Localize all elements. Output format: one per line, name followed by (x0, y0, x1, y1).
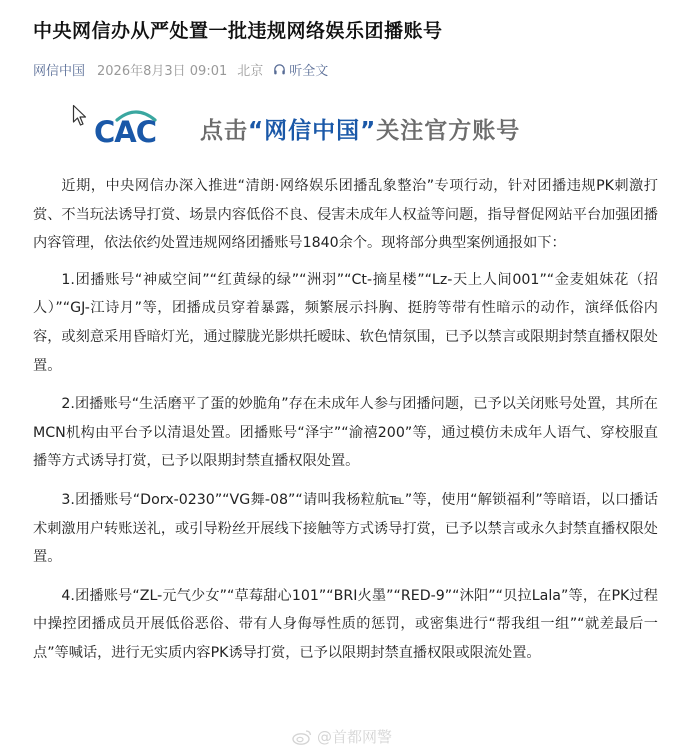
watermark-text: @首都网警 (317, 728, 393, 746)
mouse-cursor-icon (72, 104, 88, 128)
paragraph-case-2: 2.团播账号“生活磨平了蛋的妙脆角”存在未成年人参与团播问题，已予以关闭账号处置，其所在MCN机构由平台予以清退处置。团播账号“泽宇”“渝禧200”等，通过模仿未成年人语气、穿校服直播等方式诱导打赏，已予以限期封禁直播权限处置。 (33, 396, 658, 470)
article-body (33, 172, 658, 678)
paragraph-case-1: 1.团播账号“神威空间”“红黄绿的绿”“洲羽”“Ct-摘星楼”“Lz-天上人间001”“金麦姐妹花（招人）”“GJ-江诗月”等，团播成员穿着暴露，频繁展示抖胸、挺胯等带有性暗示的动作，演绎低俗内容，或刻意采用昏暗灯光，通过朦胧光影烘托暧昧、软色情氛围，已予以禁言或限期封禁直播权限处置。 (33, 271, 658, 374)
article-title: 中央网信办从严处置一批违规网络娱乐团播账号 (33, 20, 443, 42)
publish-date: 2026年8月3日 09:01 (97, 63, 228, 79)
listen-full-text-button[interactable] (273, 60, 328, 79)
banner-text-suffix: 关注官方账号 (376, 118, 521, 144)
listen-label: 听全文 (289, 63, 329, 79)
paragraph-case-3: 3.团播账号“Dorx-0230”“VG舞-08”“请叫我杨粒航℡”等，使用“解锁福利”等暗语，以口播话术刺激用户转账送礼，或引导粉丝开展线下接触等方式诱导打赏，已予以禁言或永久封禁直播权限处置。 (33, 491, 658, 566)
article-meta (33, 60, 328, 78)
banner-text (200, 112, 520, 145)
cac-logo (94, 108, 178, 148)
follow-account-banner[interactable] (72, 104, 632, 152)
watermark (292, 726, 392, 747)
paragraph-intro: 近期，中央网信办深入推进“清朗·网络娱乐团播乱象整治”专项行动，针对团播违规PK刺激打赏、不当玩法诱导打赏、场景内容低俗不良、侵害未成年人权益等问题，指导督促网站平台加强团播内容管理，依法依约处置违规网络团播账号1840余个。现将部分典型案例通报如下： (33, 178, 658, 252)
banner-text-prefix: 点击 (200, 118, 248, 144)
paragraph-case-4: 4.团播账号“ZL-元气少女”“草莓甜心101”“BRI火墨”“RED-9”“沐阳”“贝拉Lala”等，在PK过程中操控团播成员开展低俗恶俗、带有人身侮辱性质的惩罚，或密集进行“帮我组一组”“就差最后一点”等喊话，进行无实质内容PK诱导打赏，已予以限期封禁直播权限或限流处置。 (33, 587, 658, 661)
banner-text-highlight: “网信中国” (248, 118, 377, 144)
weibo-icon (292, 729, 312, 745)
logo-letters: CAC (94, 115, 157, 149)
source-account-link[interactable]: 网信中国 (33, 63, 86, 79)
headphones-icon (273, 63, 286, 76)
publish-location: 北京 (237, 63, 264, 79)
